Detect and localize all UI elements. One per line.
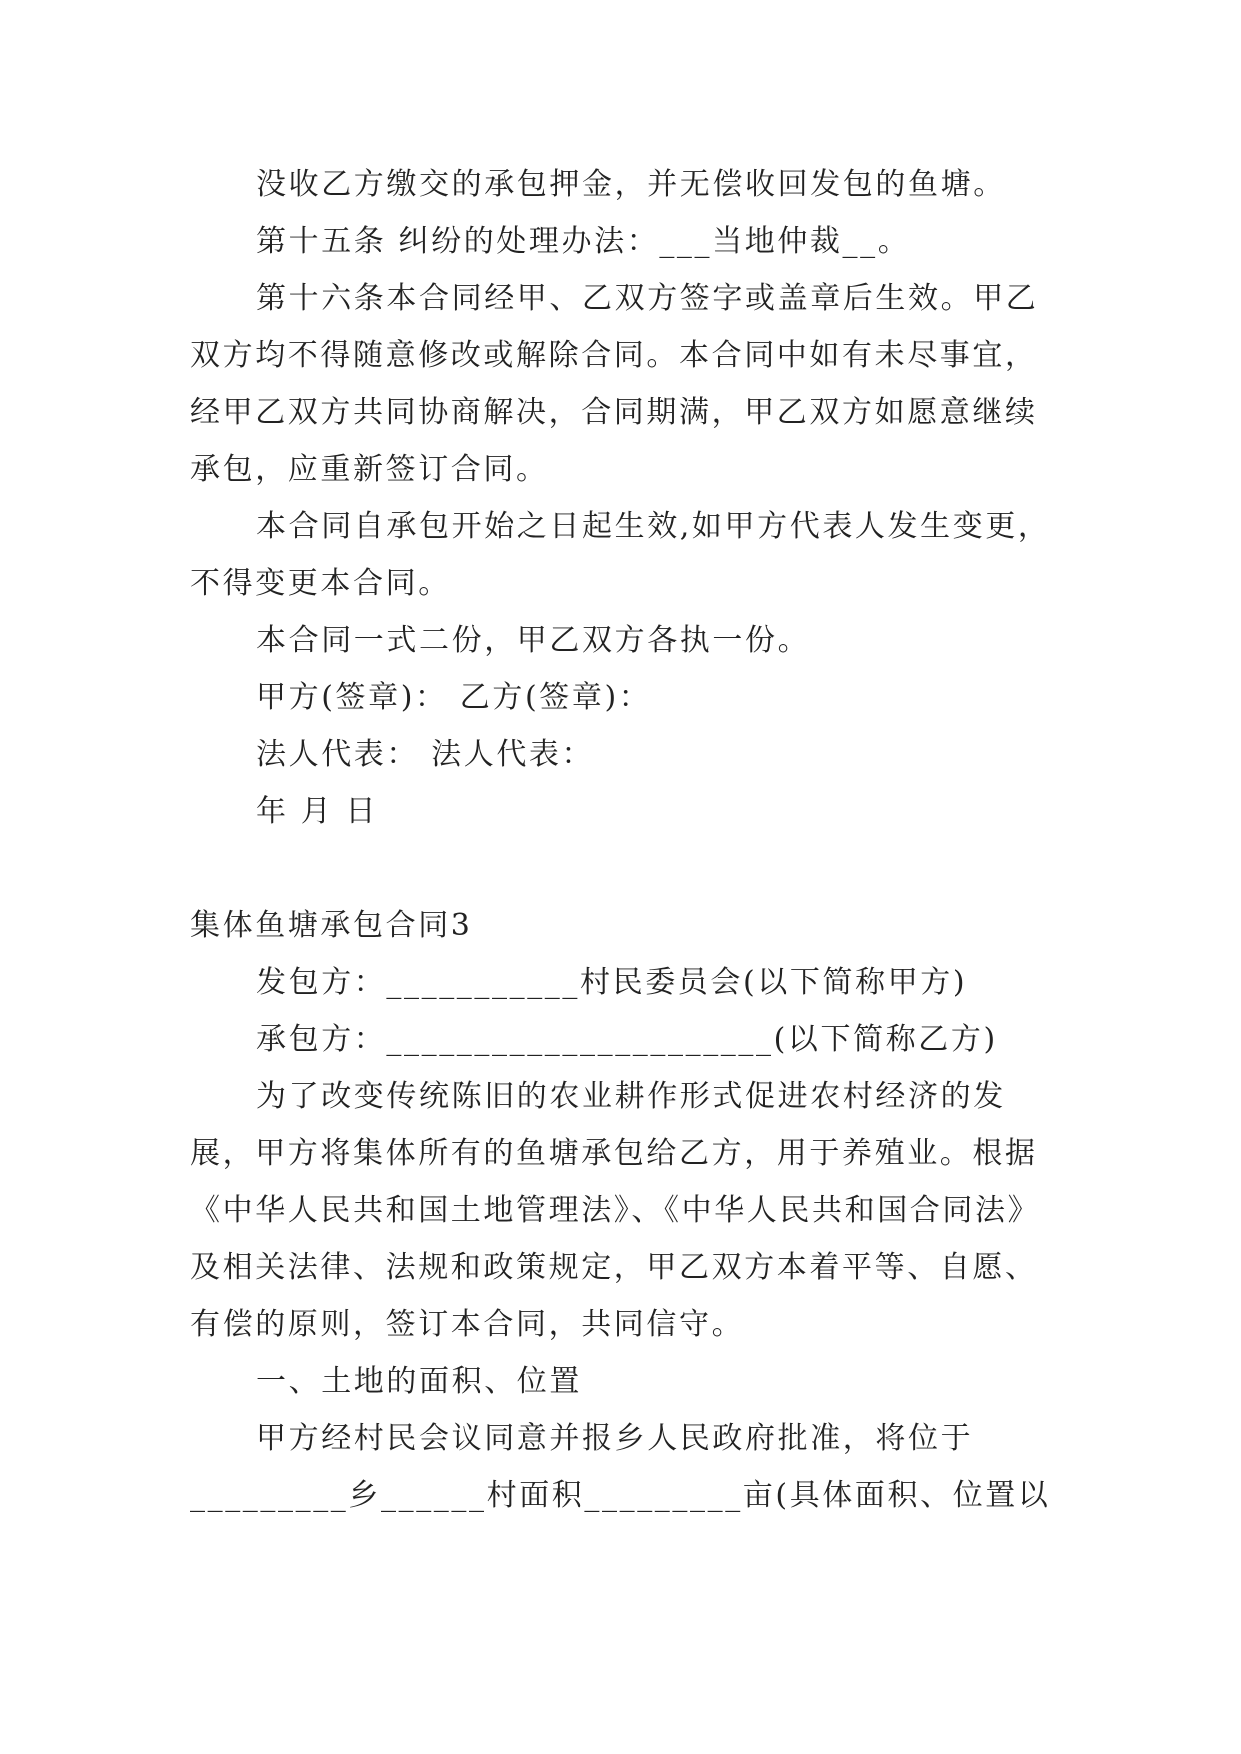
paragraph-line: 展，甲方将集体所有的鱼塘承包给乙方，用于养殖业。根据 xyxy=(190,1136,1038,1171)
signature-line: 甲方(签章)： 乙方(签章)： xyxy=(256,680,652,715)
representative-line: 法人代表： 法人代表： xyxy=(256,737,595,772)
date-line: 年 月 日 xyxy=(256,794,379,829)
paragraph-line: 双方均不得随意修改或解除合同。本合同中如有未尽事宜， xyxy=(190,338,1038,373)
paragraph-line: 甲方经村民会议同意并报乡人民政府批准，将位于 xyxy=(256,1421,974,1456)
party-a-line: 发包方：___________村民委员会(以下简称甲方) xyxy=(256,965,968,1000)
paragraph-line: 承包，应重新签订合同。 xyxy=(190,452,549,487)
clause-heading: 一、土地的面积、位置 xyxy=(256,1364,582,1399)
paragraph-line: 有偿的原则，签订本合同，共同信守。 xyxy=(190,1307,745,1342)
section-title: 集体鱼塘承包合同3 xyxy=(190,908,473,943)
paragraph-line: 不得变更本合同。 xyxy=(190,566,451,601)
paragraph-line: 《中华人民共和国土地管理法》、《中华人民共和国合同法》 xyxy=(190,1193,1041,1228)
paragraph-line: 及相关法律、法规和政策规定，甲乙双方本着平等、自愿、 xyxy=(190,1250,1038,1285)
paragraph-line: 经甲乙双方共同协商解决，合同期满，甲乙双方如愿意继续 xyxy=(190,395,1038,430)
paragraph-line: 没收乙方缴交的承包押金，并无偿收回发包的鱼塘。 xyxy=(256,167,1006,202)
paragraph-line: 第十六条本合同经甲、乙双方签字或盖章后生效。甲乙 xyxy=(256,281,1039,316)
paragraph-line: 第十五条 纠纷的处理办法：___当地仲裁__。 xyxy=(256,224,911,259)
paragraph-line: _________乡______村面积_________亩(具体面积、位置以 xyxy=(190,1478,1051,1513)
paragraph-line: 本合同自承包开始之日起生效,如甲方代表人发生变更， xyxy=(256,509,1051,544)
paragraph-line: 为了改变传统陈旧的农业耕作形式促进农村经济的发 xyxy=(256,1079,1006,1114)
paragraph-line: 本合同一式二份，甲乙双方各执一份。 xyxy=(256,623,811,658)
party-b-line: 承包方：______________________(以下简称乙方) xyxy=(256,1022,998,1057)
